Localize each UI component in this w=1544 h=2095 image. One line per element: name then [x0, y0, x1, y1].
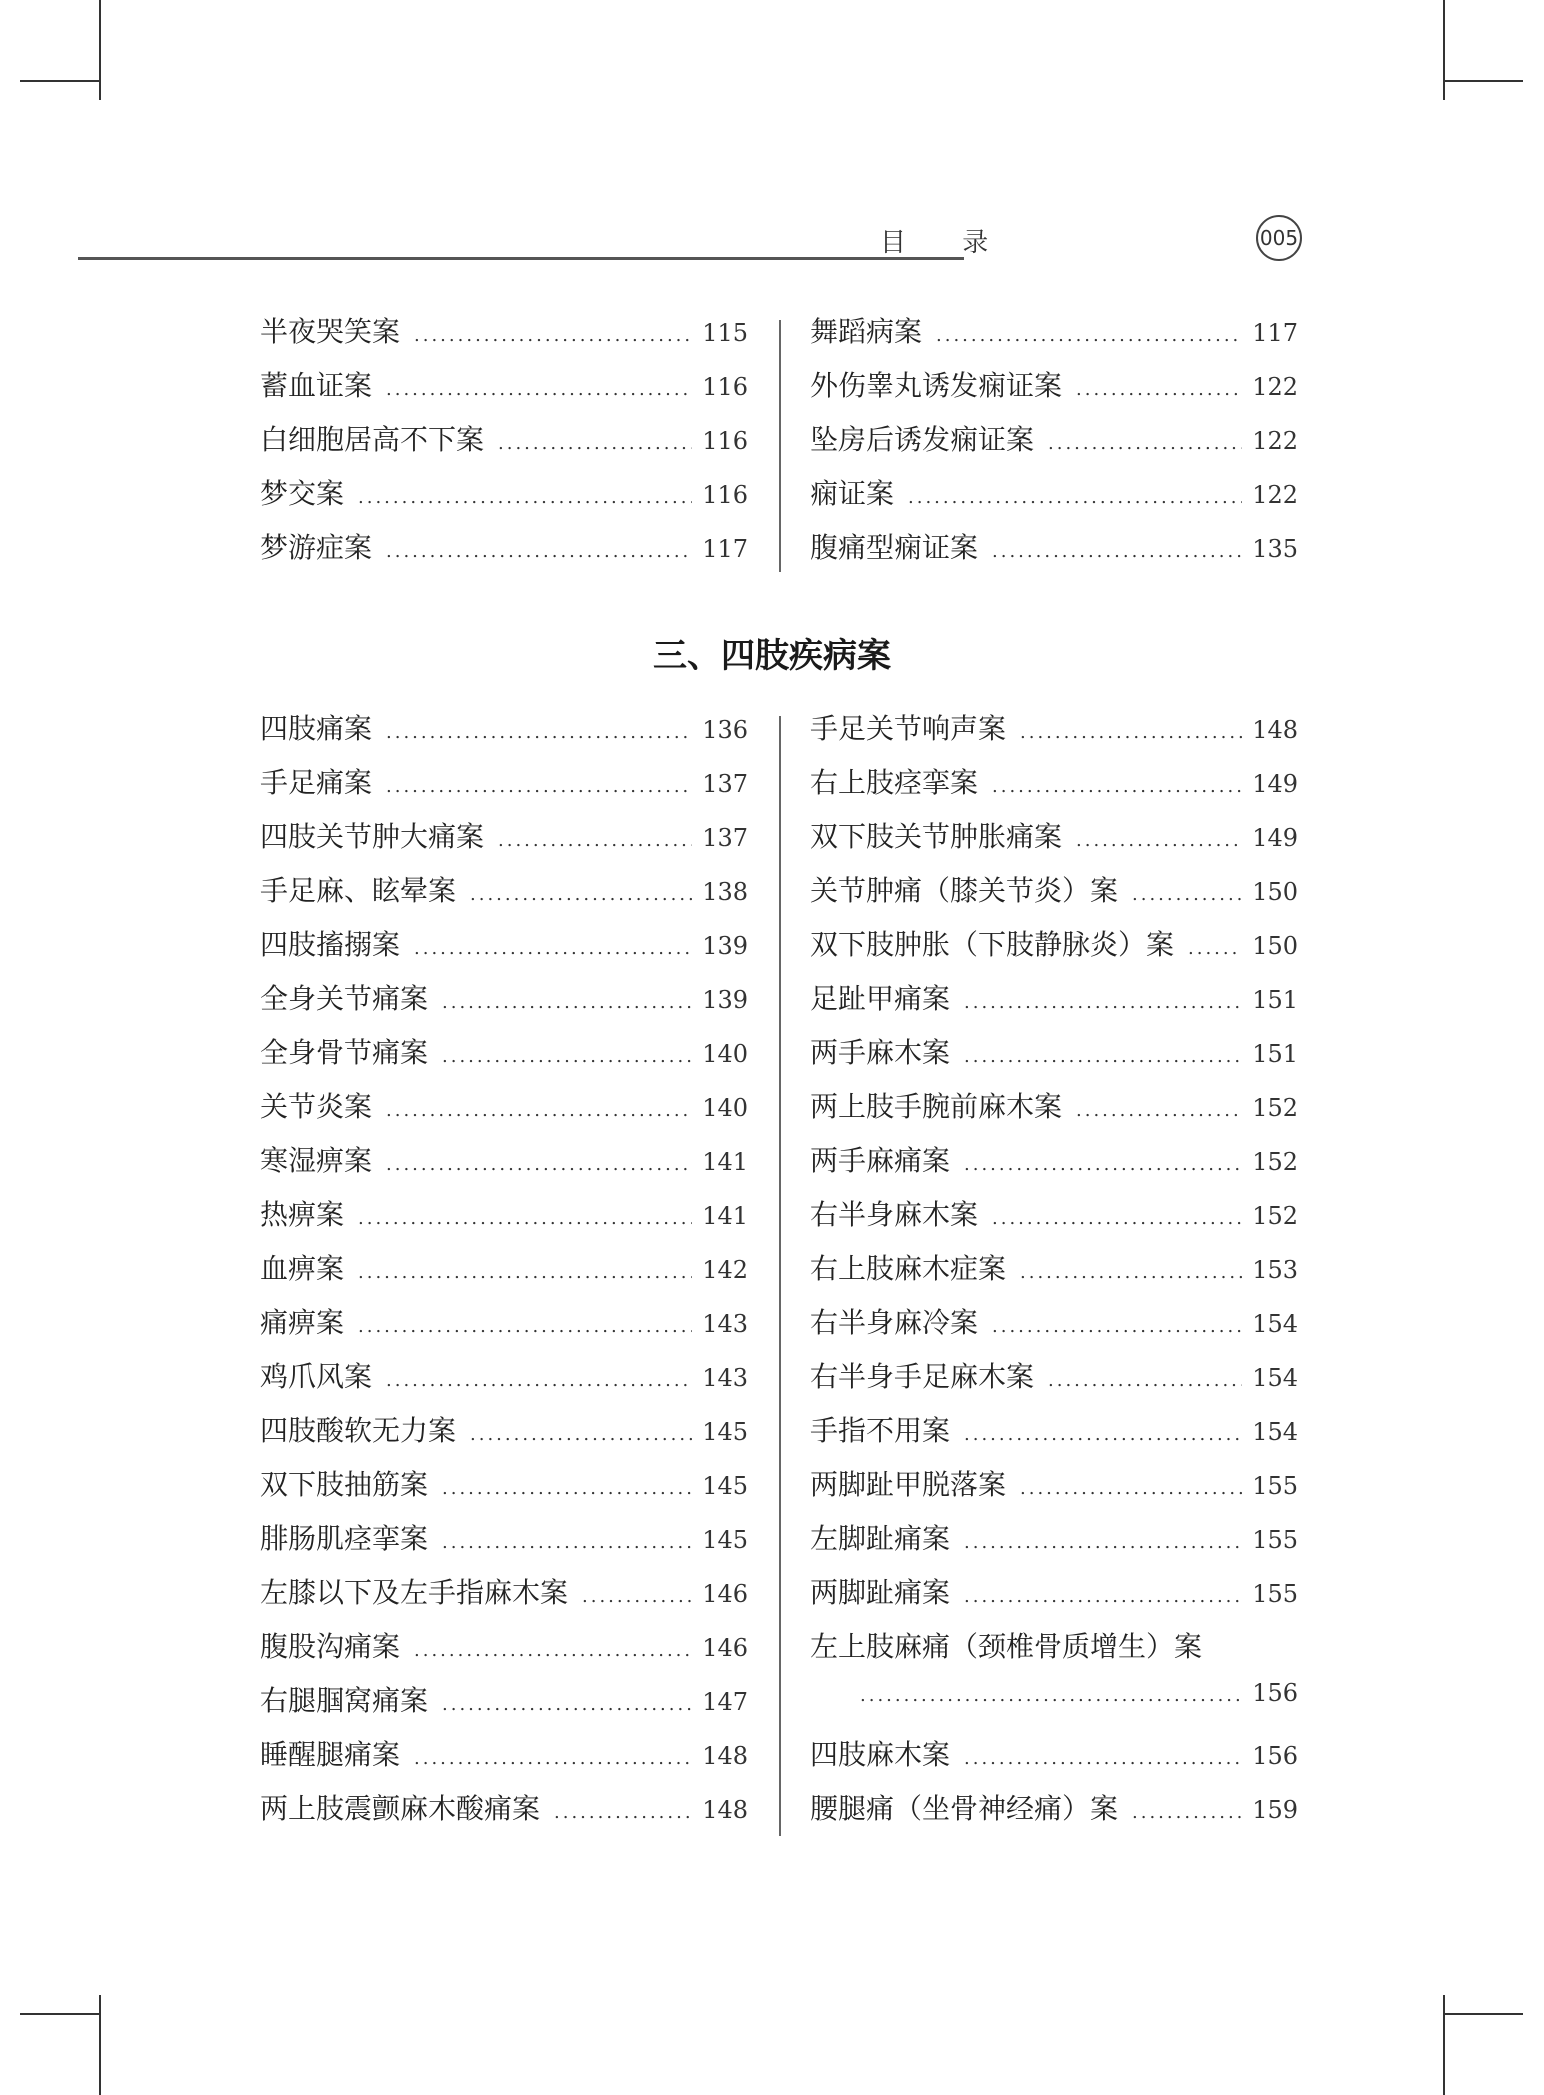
toc-entry-title: 坠房后诱发痫证案	[810, 423, 1035, 456]
dot-leader	[442, 1694, 692, 1715]
toc-entry-page: 151	[1252, 986, 1298, 1014]
toc-entry-page: 149	[1252, 770, 1298, 798]
toc-entry	[260, 761, 748, 815]
toc-entry-title: 两手麻木案	[810, 1036, 951, 1069]
toc-entry-page: 152	[1252, 1202, 1298, 1230]
toc-entry-page: 154	[1252, 1418, 1298, 1446]
toc-entry-title: 右腿腘窝痛案	[260, 1684, 429, 1717]
toc-entry	[260, 707, 748, 761]
dot-leader	[860, 1685, 1242, 1706]
column-divider	[779, 320, 781, 572]
toc-entry-page: 141	[702, 1202, 748, 1230]
dot-leader	[442, 1532, 692, 1553]
dot-leader	[1020, 1478, 1242, 1499]
toc-entry-title: 双下肢关节肿胀痛案	[810, 820, 1063, 853]
toc-entry-title: 右上肢痉挛案	[810, 766, 979, 799]
dot-leader	[414, 325, 692, 346]
dot-leader	[358, 487, 692, 508]
dot-leader	[908, 487, 1242, 508]
toc-entry-title: 热痹案	[260, 1198, 345, 1231]
toc-entry	[260, 1139, 748, 1193]
toc-entry-title: 双下肢肿胀（下肢静脉炎）案	[810, 928, 1175, 961]
toc-entry	[810, 1355, 1298, 1409]
toc-entry	[810, 1247, 1298, 1301]
toc-entry-page: 145	[702, 1418, 748, 1446]
toc-entry-page: 138	[702, 878, 748, 906]
toc-entry-page: 117	[1252, 319, 1298, 347]
running-header-title: 目 录	[880, 228, 1013, 258]
dot-leader	[386, 379, 692, 400]
toc-entry-title: 四肢痛案	[260, 712, 373, 745]
toc-entry-title: 白细胞居高不下案	[260, 423, 485, 456]
toc-entry-title: 腹痛型痫证案	[810, 531, 979, 564]
toc-entry-page: 116	[702, 373, 748, 401]
crop-mark	[1443, 2013, 1523, 2015]
toc-column-right	[810, 707, 1298, 1841]
dot-leader	[964, 1748, 1242, 1769]
toc-entry	[810, 707, 1298, 761]
toc-entry-title: 腹股沟痛案	[260, 1630, 401, 1663]
toc-entry-page: 150	[1252, 932, 1298, 960]
toc-entry-page: 145	[702, 1526, 748, 1554]
toc-entry-page: 137	[702, 824, 748, 852]
toc-entry	[810, 1139, 1298, 1193]
toc-entry-title: 半夜哭笑案	[260, 315, 401, 348]
toc-entry	[810, 472, 1298, 526]
toc-entry-title: 血痹案	[260, 1252, 345, 1285]
toc-entry-page: 155	[1252, 1472, 1298, 1500]
toc-entry-title: 腓肠肌痉挛案	[260, 1522, 429, 1555]
toc-entry	[260, 977, 748, 1031]
toc-entry	[810, 526, 1298, 580]
toc-entry-title: 手足麻、眩晕案	[260, 874, 457, 907]
dot-leader	[1076, 379, 1242, 400]
dot-leader	[992, 541, 1242, 562]
toc-entry	[260, 869, 748, 923]
toc-entry-title: 双下肢抽筋案	[260, 1468, 429, 1501]
dot-leader	[964, 1046, 1242, 1067]
toc-entry-page: 135	[1252, 535, 1298, 563]
toc-entry	[260, 1463, 748, 1517]
dot-leader	[1076, 830, 1242, 851]
toc-entry-page: 122	[1252, 481, 1298, 509]
toc-entry	[260, 310, 748, 364]
dot-leader	[386, 1100, 692, 1121]
toc-entry-title: 右半身麻木案	[810, 1198, 979, 1231]
dot-leader	[498, 433, 692, 454]
toc-entry-title: 手足痛案	[260, 766, 373, 799]
toc-entry-title: 全身关节痛案	[260, 982, 429, 1015]
toc-entry-page: 155	[1252, 1580, 1298, 1608]
dot-leader	[414, 1640, 692, 1661]
toc-entry-title: 舞蹈病案	[810, 315, 923, 348]
toc-entry	[260, 1409, 748, 1463]
toc-entry-page: 143	[702, 1310, 748, 1338]
toc-entry	[810, 815, 1298, 869]
section-heading: 三、四肢疾病案	[653, 636, 891, 676]
dot-leader	[358, 1262, 692, 1283]
toc-entry	[260, 526, 748, 580]
toc-entry	[810, 364, 1298, 418]
toc-entry-page: 147	[702, 1688, 748, 1716]
toc-entry	[810, 1409, 1298, 1463]
toc-entry-title: 左脚趾痛案	[810, 1522, 951, 1555]
toc-entry	[260, 815, 748, 869]
dot-leader	[992, 1208, 1242, 1229]
toc-entry-page: 154	[1252, 1364, 1298, 1392]
toc-entry-page: 152	[1252, 1148, 1298, 1176]
toc-entry-page: 149	[1252, 824, 1298, 852]
toc-entry	[810, 1571, 1298, 1625]
toc-entry-page: 116	[702, 427, 748, 455]
toc-entry	[260, 1301, 748, 1355]
dot-leader	[1132, 1802, 1242, 1823]
toc-entry-page: 139	[702, 932, 748, 960]
dot-leader	[414, 1748, 692, 1769]
toc-entry	[260, 472, 748, 526]
dot-leader	[386, 776, 692, 797]
dot-leader	[1048, 433, 1242, 454]
toc-entry-page: 122	[1252, 427, 1298, 455]
dot-leader	[1188, 938, 1242, 959]
toc-entry-title: 两脚趾痛案	[810, 1576, 951, 1609]
dot-leader	[964, 1586, 1242, 1607]
toc-entry	[260, 1355, 748, 1409]
crop-mark	[99, 0, 101, 100]
crop-mark	[1443, 0, 1445, 100]
toc-entry	[810, 1085, 1298, 1139]
toc-entry	[810, 1463, 1298, 1517]
toc-entry-title: 两脚趾甲脱落案	[810, 1468, 1007, 1501]
toc-entry-page: 143	[702, 1364, 748, 1392]
toc-entry-page: 141	[702, 1148, 748, 1176]
toc-entry	[810, 310, 1298, 364]
toc-entry-page: 156	[1252, 1679, 1298, 1707]
toc-entry-title: 痛痹案	[260, 1306, 345, 1339]
toc-entry-title: 梦交案	[260, 477, 345, 510]
toc-entry-title: 睡醒腿痛案	[260, 1738, 401, 1771]
dot-leader	[498, 830, 692, 851]
dot-leader	[470, 1424, 692, 1445]
toc-column-right	[810, 310, 1298, 580]
toc-entry-title: 两上肢手腕前麻木案	[810, 1090, 1063, 1123]
dot-leader	[386, 1154, 692, 1175]
toc-entry-page: 148	[1252, 716, 1298, 744]
toc-entry	[810, 1625, 1298, 1679]
toc-entry-page: 140	[702, 1094, 748, 1122]
toc-entry	[810, 1193, 1298, 1247]
toc-entry-page: 122	[1252, 373, 1298, 401]
toc-entry-page: 146	[702, 1634, 748, 1662]
toc-entry	[260, 1733, 748, 1787]
toc-entry-title: 蓄血证案	[260, 369, 373, 402]
toc-entry-title: 左膝以下及左手指麻木案	[260, 1576, 569, 1609]
toc-entry-title: 手指不用案	[810, 1414, 951, 1447]
toc-entry	[260, 1193, 748, 1247]
crop-mark	[99, 1995, 101, 2095]
toc-entry-page: 117	[702, 535, 748, 563]
toc-entry	[810, 761, 1298, 815]
dot-leader	[386, 1370, 692, 1391]
toc-entry-page: 151	[1252, 1040, 1298, 1068]
crop-mark	[20, 80, 100, 82]
toc-entry-title: 四肢酸软无力案	[260, 1414, 457, 1447]
dot-leader	[992, 776, 1242, 797]
dot-leader	[964, 1154, 1242, 1175]
toc-entry-title: 四肢搐搦案	[260, 928, 401, 961]
dot-leader	[992, 1316, 1242, 1337]
toc-entry-page: 139	[702, 986, 748, 1014]
toc-entry-page: 115	[702, 319, 748, 347]
toc-entry	[810, 923, 1298, 977]
dot-leader	[442, 1046, 692, 1067]
toc-entry-page: 148	[702, 1742, 748, 1770]
toc-entry-title: 两手麻痛案	[810, 1144, 951, 1177]
crop-mark	[20, 2013, 100, 2015]
toc-entry	[260, 1031, 748, 1085]
toc-entry	[810, 977, 1298, 1031]
column-divider	[779, 716, 781, 1836]
toc-column-left	[260, 310, 748, 580]
dot-leader	[964, 992, 1242, 1013]
toc-entry-page: 140	[702, 1040, 748, 1068]
dot-leader	[1076, 1100, 1242, 1121]
dot-leader	[936, 325, 1242, 346]
toc-entry	[260, 418, 748, 472]
toc-entry	[260, 923, 748, 977]
toc-entry	[810, 1787, 1298, 1841]
toc-entry-page: 159	[1252, 1796, 1298, 1824]
toc-entry	[810, 1733, 1298, 1787]
toc-entry	[810, 1301, 1298, 1355]
toc-entry-page: 148	[702, 1796, 748, 1824]
toc-entry-title: 外伤睾丸诱发痫证案	[810, 369, 1063, 402]
toc-entry-page: 146	[702, 1580, 748, 1608]
dot-leader	[386, 541, 692, 562]
toc-entry-title: 右上肢麻木症案	[810, 1252, 1007, 1285]
dot-leader	[964, 1424, 1242, 1445]
toc-entry-page: 154	[1252, 1310, 1298, 1338]
toc-entry	[810, 418, 1298, 472]
page-number-badge: 005	[1256, 215, 1302, 261]
toc-entry	[260, 1247, 748, 1301]
toc-entry	[260, 1625, 748, 1679]
toc-entry-page: 136	[702, 716, 748, 744]
dot-leader	[582, 1586, 692, 1607]
dot-leader	[554, 1802, 692, 1823]
toc-column-left	[260, 707, 748, 1841]
dot-leader	[386, 722, 692, 743]
toc-entry	[260, 364, 748, 418]
toc-entry	[810, 1679, 1298, 1733]
toc-entry-title: 四肢关节肿大痛案	[260, 820, 485, 853]
toc-entry-title: 四肢麻木案	[810, 1738, 951, 1771]
toc-entry-title: 两上肢震颤麻木酸痛案	[260, 1792, 541, 1825]
toc-entry-title: 关节肿痛（膝关节炎）案	[810, 874, 1119, 907]
toc-entry-title: 右半身麻冷案	[810, 1306, 979, 1339]
dot-leader	[470, 884, 692, 905]
crop-mark	[1443, 80, 1523, 82]
dot-leader	[442, 1478, 692, 1499]
toc-entry-page: 153	[1252, 1256, 1298, 1284]
crop-mark	[1443, 1995, 1445, 2095]
dot-leader	[1020, 722, 1242, 743]
toc-entry-title: 手足关节响声案	[810, 712, 1007, 745]
toc-entry	[260, 1517, 748, 1571]
dot-leader	[414, 938, 692, 959]
toc-entry-page: 150	[1252, 878, 1298, 906]
toc-entry-title: 梦游症案	[260, 531, 373, 564]
toc-entry-page: 156	[1252, 1742, 1298, 1770]
toc-entry-page: 155	[1252, 1526, 1298, 1554]
header-rule	[78, 257, 964, 260]
toc-entry-title: 寒湿痹案	[260, 1144, 373, 1177]
toc-entry-title: 全身骨节痛案	[260, 1036, 429, 1069]
toc-entry-page: 116	[702, 481, 748, 509]
toc-entry	[260, 1571, 748, 1625]
toc-entry-page: 137	[702, 770, 748, 798]
toc-entry	[810, 1031, 1298, 1085]
toc-entry	[810, 1517, 1298, 1571]
dot-leader	[964, 1532, 1242, 1553]
toc-entry	[810, 869, 1298, 923]
toc-entry-title: 足趾甲痛案	[810, 982, 951, 1015]
toc-entry	[260, 1679, 748, 1733]
toc-entry-title: 右半身手足麻木案	[810, 1360, 1035, 1393]
dot-leader	[442, 992, 692, 1013]
toc-entry-title: 腰腿痛（坐骨神经痛）案	[810, 1792, 1119, 1825]
toc-entry	[260, 1085, 748, 1139]
toc-entry-page: 152	[1252, 1094, 1298, 1122]
dot-leader	[358, 1208, 692, 1229]
toc-entry-page: 142	[702, 1256, 748, 1284]
dot-leader	[1132, 884, 1242, 905]
toc-entry-title: 左上肢麻痛（颈椎骨质增生）案	[810, 1630, 1203, 1663]
dot-leader	[1020, 1262, 1242, 1283]
toc-entry-page: 145	[702, 1472, 748, 1500]
dot-leader	[1048, 1370, 1242, 1391]
dot-leader	[358, 1316, 692, 1337]
toc-entry-title: 鸡爪风案	[260, 1360, 373, 1393]
toc-entry	[260, 1787, 748, 1841]
toc-entry-title: 关节炎案	[260, 1090, 373, 1123]
toc-entry-title: 痫证案	[810, 477, 895, 510]
